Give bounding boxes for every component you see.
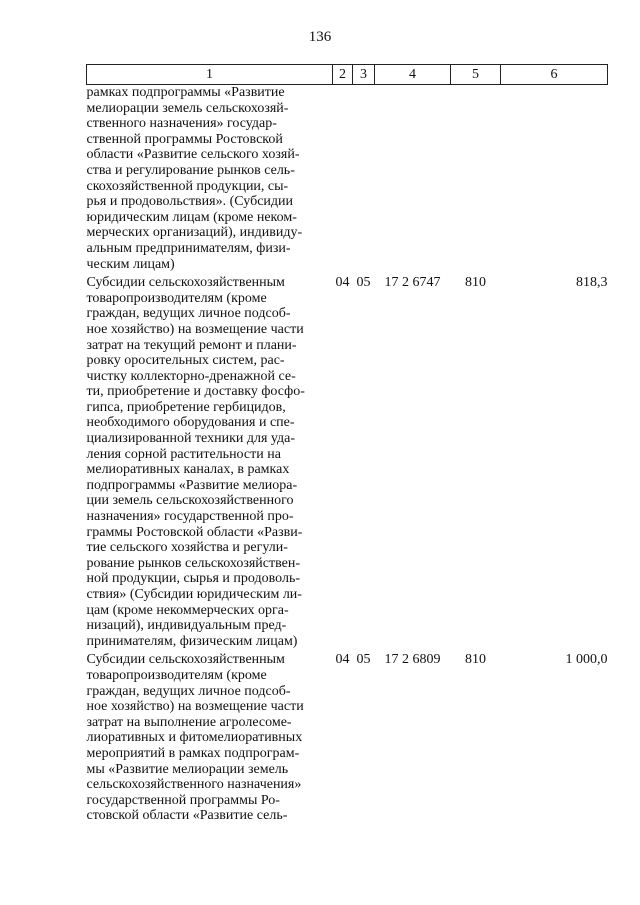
row-expense-type-code: 810 (465, 275, 486, 291)
row-target-article-code: 17 2 6747 (384, 275, 441, 291)
row-amount: 818,3 (576, 275, 608, 291)
table-header (87, 65, 608, 85)
table-body (87, 85, 608, 824)
row-subsection-code: 05 (356, 275, 371, 291)
header-col-6: 6 (501, 65, 608, 85)
table-row (87, 649, 608, 824)
row-description: Субсидии сельскохозяйственным товаропроизводителям (кроме граждан, ведущих личное подсоб- ное хозяйство) на возмещение части затрат на текущий ремонт и плани- ровку оросительных систем, рас- чистку коллекторно-дренажной се- ти, приобретение и доставку фосфо- гипса, приобретение гербицидов, необходимого оборудования и спе- циализированной техники для уда- ления сорной растительности на мелиоративных каналах, в рамках подпрограммы «Развитие мелиора- ции земель сельскохозяйственного назначения» государственной про- граммы Ростовской области «Разви- тие сельского хозяйства и регули- рование рынков сельскохозяйствен- ной продукции, сырья и продоволь- ствия» (Субсидии юридическим ли- цам (кроме некоммерческих орга- низаций), индивидуальным пред- принимателям, физическим лицам) (86, 275, 305, 649)
page-number: 136 (308, 29, 332, 45)
row-description: рамках подпрограммы «Развитие мелиорации земель сельскохозяй- ственного назначения» государ- ственной программы Ростовской области «Развитие сельского хозяй- ства и регулирование рынков сель- скохозяйственной продукции, сы- рья и продовольствия». (Субсидии юридическим лицам (кроме неком- мерческих организаций), индивиду- альным предпринимателям, физи- ческим лицам) (86, 85, 303, 272)
header-col-5: 5 (451, 65, 501, 85)
row-section-code (333, 85, 353, 273)
header-col-3: 3 (353, 65, 375, 85)
header-row (87, 65, 608, 85)
row-expense-type-code (451, 85, 501, 273)
row-subsection-code: 05 (356, 652, 371, 668)
table-row (87, 272, 608, 649)
header-col-4: 4 (375, 65, 451, 85)
row-section-code: 04 (335, 275, 350, 291)
row-description: Субсидии сельскохозяйственным товаропроизводителям (кроме граждан, ведущих личное подсоб- ное хозяйство) на возмещение части затрат на выполнение агролесоме- лиоративных и фитомелиоративных мероприятий в рамках подпрограм- мы «Развитие мелиорации земель сельскохозяйственного назначения» государственной программы Ро- стовской области «Развитие сель- (86, 652, 304, 824)
table-row (87, 85, 608, 273)
row-expense-type-code: 810 (465, 652, 486, 668)
row-amount (501, 85, 608, 273)
row-target-article-code (375, 85, 451, 273)
row-section-code: 04 (335, 652, 350, 668)
row-subsection-code (353, 85, 375, 273)
header-col-2: 2 (333, 65, 353, 85)
header-col-1: 1 (87, 65, 333, 85)
row-target-article-code: 17 2 6809 (384, 652, 441, 668)
budget-table (86, 64, 608, 824)
row-amount: 1 000,0 (565, 652, 608, 668)
